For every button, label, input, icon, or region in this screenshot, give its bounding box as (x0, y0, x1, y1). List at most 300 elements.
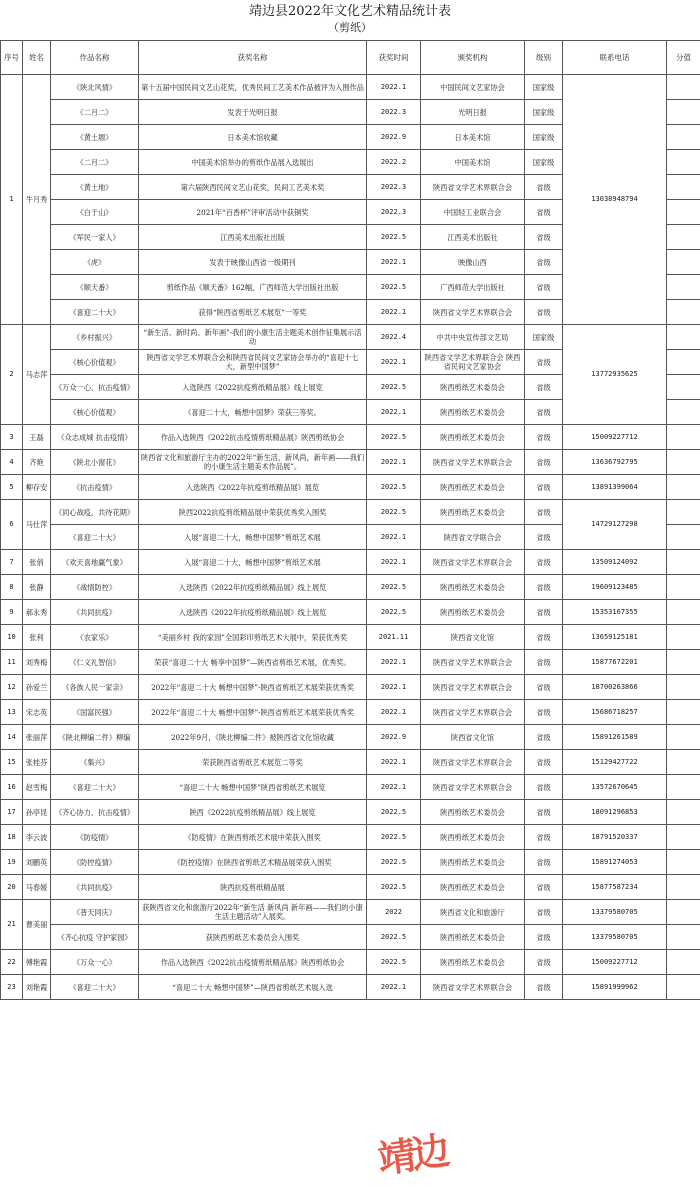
award-org-cell: 陕西省文学艺术界联合会 (421, 450, 525, 475)
award-org-cell: 陕西省文学联合会 (421, 525, 525, 550)
table-row (1, 825, 700, 850)
award-time-cell: 2022.1 (367, 300, 421, 325)
table-row (1, 925, 700, 950)
serial-number-cell: 22 (1, 950, 23, 975)
award-time-cell: 2022.1 (367, 250, 421, 275)
award-name-cell: 入选陕西《2022年抗疫剪纸精品展》线上展览 (139, 575, 367, 600)
name-cell: 曹美丽 (23, 900, 51, 950)
work-title-cell: 《齐心协力、抗击疫情》 (51, 800, 139, 825)
award-org-cell: 陕西剪纸艺术委员会 (421, 850, 525, 875)
name-cell: 马志萍 (23, 325, 51, 425)
table-row (1, 775, 700, 800)
name-cell: 柳存安 (23, 475, 51, 500)
award-org-cell: 陕西省文学艺术界联合会 陕西省民间文艺家协会 (421, 350, 525, 375)
serial-number-cell: 23 (1, 975, 23, 1000)
name-cell: 王磊 (23, 425, 51, 450)
award-time-cell: 2022.5 (367, 475, 421, 500)
document-header (0, 0, 700, 38)
level-cell: 国家级 (525, 150, 563, 175)
award-name-cell: 入选陕西《2022抗疫剪纸精品展》线上展览 (139, 375, 367, 400)
award-name-cell: 《防控疫情》在陕西省剪纸艺术精品展荣获入围奖 (139, 850, 367, 875)
award-org-cell: 陕西剪纸艺术委员会 (421, 875, 525, 900)
award-org-cell: 陕西剪纸艺术委员会 (421, 825, 525, 850)
score-cell (667, 75, 700, 100)
work-title-cell: 《国富民强》 (51, 700, 139, 725)
serial-number-cell: 17 (1, 800, 23, 825)
award-time-cell: 2022.1 (367, 450, 421, 475)
score-cell (667, 325, 700, 350)
column-header: 获奖时间 (367, 41, 421, 75)
score-cell (667, 100, 700, 125)
serial-number-cell: 10 (1, 625, 23, 650)
award-org-cell: 陕西省文学艺术界联合会 (421, 675, 525, 700)
column-header: 颁奖机构 (421, 41, 525, 75)
phone-cell: 15877587234 (563, 875, 667, 900)
column-header: 分值 (667, 41, 700, 75)
work-title-cell: 《战情防控》 (51, 575, 139, 600)
award-time-cell: 2022.9 (367, 125, 421, 150)
award-org-cell: 光明日报 (421, 100, 525, 125)
award-time-cell: 2022.1 (367, 750, 421, 775)
work-title-cell: 《黄土塬》 (51, 125, 139, 150)
name-cell: 郝永秀 (23, 600, 51, 625)
table-row (1, 500, 700, 525)
award-time-cell: 2022.1 (367, 775, 421, 800)
table-row (1, 850, 700, 875)
work-title-cell: 《喜迎二十大》 (51, 975, 139, 1000)
phone-cell: 14729127298 (563, 500, 667, 550)
table-row (1, 875, 700, 900)
award-org-cell: 日本美术馆 (421, 125, 525, 150)
name-cell: 张利 (23, 625, 51, 650)
work-title-cell: 《虎》 (51, 250, 139, 275)
award-time-cell: 2022.5 (367, 925, 421, 950)
award-name-cell: 入展“喜迎二十大，畅想中国梦”剪纸艺术展 (139, 525, 367, 550)
level-cell: 省级 (525, 250, 563, 275)
award-name-cell: 陕西抗疫剪纸精品展 (139, 875, 367, 900)
work-title-cell: 《顺天番》 (51, 275, 139, 300)
award-org-cell: 陕西省文学艺术界联合会 (421, 700, 525, 725)
phone-cell: 18700263866 (563, 675, 667, 700)
phone-cell: 15877672201 (563, 650, 667, 675)
serial-number-cell: 11 (1, 650, 23, 675)
work-title-cell: 《二月二》 (51, 150, 139, 175)
phone-cell: 13509124092 (563, 550, 667, 575)
work-title-cell: 《乡村振兴》 (51, 325, 139, 350)
level-cell: 省级 (525, 275, 563, 300)
award-time-cell: 2022.1 (367, 975, 421, 1000)
award-name-cell: 发表于映像山西省一级期刊 (139, 250, 367, 275)
serial-number-cell: 7 (1, 550, 23, 575)
work-title-cell: 《喜迎二十大》 (51, 775, 139, 800)
data-table (0, 40, 700, 1000)
serial-number-cell: 20 (1, 875, 23, 900)
score-cell (667, 900, 700, 925)
column-header: 作品名称 (51, 41, 139, 75)
award-org-cell: 中共中央宣传部文艺局 (421, 325, 525, 350)
work-title-cell: 《二月二》 (51, 100, 139, 125)
score-cell (667, 625, 700, 650)
award-org-cell: 映像山西 (421, 250, 525, 275)
level-cell: 省级 (525, 750, 563, 775)
work-title-cell: 《喜迎二十大》 (51, 525, 139, 550)
award-name-cell: 日本美术馆收藏 (139, 125, 367, 150)
score-cell (667, 575, 700, 600)
award-name-cell: 《防疫情》在陕西剪纸艺术展中荣获入围奖 (139, 825, 367, 850)
award-name-cell: 作品入选陕西《2022抗击疫情剪纸精品展》陕西剪纸协会 (139, 950, 367, 975)
table-row (1, 600, 700, 625)
work-title-cell: 《陕北柳编二件》柳编 (51, 725, 139, 750)
name-cell: 宋志英 (23, 700, 51, 725)
award-org-cell: 陕西剪纸艺术委员会 (421, 500, 525, 525)
award-org-cell: 陕西剪纸艺术委员会 (421, 375, 525, 400)
work-title-cell: 《万众一心、抗击疫情》 (51, 375, 139, 400)
award-org-cell: 中国轻工业联合会 (421, 200, 525, 225)
serial-number-cell: 8 (1, 575, 23, 600)
score-cell (667, 200, 700, 225)
phone-cell: 13572670645 (563, 775, 667, 800)
level-cell: 省级 (525, 800, 563, 825)
work-title-cell: 《核心价值观》 (51, 400, 139, 425)
score-cell (667, 950, 700, 975)
award-org-cell: 陕西省文化馆 (421, 625, 525, 650)
award-org-cell: 陕西剪纸艺术委员会 (421, 425, 525, 450)
phone-cell: 15009227712 (563, 425, 667, 450)
award-name-cell: 2022年“喜迎二十大 畅想中国梦”-陕西省剪纸艺术展荣获优秀奖 (139, 700, 367, 725)
award-org-cell: 江西美术出版社 (421, 225, 525, 250)
award-org-cell: 陕西剪纸艺术委员会 (421, 950, 525, 975)
level-cell: 省级 (525, 300, 563, 325)
serial-number-cell: 5 (1, 475, 23, 500)
name-cell: 齐艳 (23, 450, 51, 475)
level-cell: 省级 (525, 775, 563, 800)
serial-number-cell: 15 (1, 750, 23, 775)
award-time-cell: 2022.1 (367, 350, 421, 375)
table-row (1, 475, 700, 500)
award-time-cell: 2022.1 (367, 650, 421, 675)
level-cell: 省级 (525, 200, 563, 225)
award-name-cell: 陕西省文学艺术界联合会和陕西省民间文艺家协会举办的“喜迎十七大，新型中国梦” (139, 350, 367, 375)
level-cell: 省级 (525, 400, 563, 425)
serial-number-cell: 2 (1, 325, 23, 425)
serial-number-cell: 18 (1, 825, 23, 850)
award-name-cell: 江西美术出版社出版 (139, 225, 367, 250)
level-cell: 省级 (525, 850, 563, 875)
serial-number-cell: 12 (1, 675, 23, 700)
name-cell: 刘秀梅 (23, 650, 51, 675)
level-cell: 省级 (525, 475, 563, 500)
award-name-cell: 获陕西剪纸艺术委员会入围奖 (139, 925, 367, 950)
name-cell: 刘艳霞 (23, 975, 51, 1000)
level-cell: 省级 (525, 500, 563, 525)
award-time-cell: 2022.1 (367, 700, 421, 725)
name-cell: 张静 (23, 575, 51, 600)
award-name-cell: 荣获陕西省剪纸艺术展览二等奖 (139, 750, 367, 775)
award-org-cell: 陕西省文学艺术界联合会 (421, 975, 525, 1000)
award-name-cell: “喜迎二十大 畅想中国梦”陕西省剪纸艺术展览 (139, 775, 367, 800)
award-time-cell: 2022.5 (367, 375, 421, 400)
score-cell (667, 600, 700, 625)
level-cell: 省级 (525, 375, 563, 400)
award-time-cell: 2022.5 (367, 875, 421, 900)
level-cell: 省级 (525, 950, 563, 975)
level-cell: 省级 (525, 350, 563, 375)
phone-cell: 19609123485 (563, 575, 667, 600)
score-cell (667, 475, 700, 500)
score-cell (667, 750, 700, 775)
table-row (1, 425, 700, 450)
phone-cell: 15353167355 (563, 600, 667, 625)
name-cell: 刘鹏英 (23, 850, 51, 875)
award-name-cell: 获陕西省文化和旅游厅2022年“新生活 新风尚 新年画——我们的小康生活主题活动”入展奖。 (139, 900, 367, 925)
award-name-cell: 入选陕西《2022年抗疫剪纸精品展》线上展览 (139, 600, 367, 625)
award-name-cell: “喜迎二十大 畅想中国梦”—陕西省剪纸艺术展入选 (139, 975, 367, 1000)
serial-number-cell: 4 (1, 450, 23, 475)
award-time-cell: 2022.9 (367, 725, 421, 750)
score-cell (667, 500, 700, 525)
award-time-cell: 2022.3 (367, 100, 421, 125)
level-cell: 省级 (525, 425, 563, 450)
column-header: 姓名 (23, 41, 51, 75)
name-cell: 张丽萍 (23, 725, 51, 750)
award-name-cell: 2022年“喜迎二十大 畅想中国梦”-陕西省剪纸艺术展荣获优秀奖 (139, 675, 367, 700)
level-cell: 省级 (525, 600, 563, 625)
table-row (1, 75, 700, 100)
level-cell: 国家级 (525, 75, 563, 100)
work-title-cell: 《抗击疫情》 (51, 475, 139, 500)
level-cell: 国家级 (525, 100, 563, 125)
award-name-cell: 发表于光明日报 (139, 100, 367, 125)
award-org-cell: 陕西省文学艺术界联合会 (421, 750, 525, 775)
name-cell: 牛月秀 (23, 75, 51, 325)
score-cell (667, 275, 700, 300)
level-cell: 省级 (525, 575, 563, 600)
table-row (1, 700, 700, 725)
name-cell: 张俏 (23, 550, 51, 575)
work-title-cell: 《核心价值观》 (51, 350, 139, 375)
score-cell (667, 225, 700, 250)
award-time-cell: 2022.1 (367, 675, 421, 700)
score-cell (667, 675, 700, 700)
phone-cell: 13659125181 (563, 625, 667, 650)
serial-number-cell: 9 (1, 600, 23, 625)
work-title-cell: 《各族人民一家亲》 (51, 675, 139, 700)
award-name-cell: 2022年9月，《陕北柳编二件》被陕西省文化馆收藏 (139, 725, 367, 750)
level-cell: 省级 (525, 925, 563, 950)
phone-cell: 15891274053 (563, 850, 667, 875)
work-title-cell: 《齐心抗疫 守护家园》 (51, 925, 139, 950)
serial-number-cell: 14 (1, 725, 23, 750)
award-org-cell: 中国美术馆 (421, 150, 525, 175)
serial-number-cell: 16 (1, 775, 23, 800)
phone-cell: 13891399064 (563, 475, 667, 500)
level-cell: 省级 (525, 625, 563, 650)
level-cell: 省级 (525, 900, 563, 925)
table-row (1, 975, 700, 1000)
phone-cell: 13379580705 (563, 925, 667, 950)
level-cell: 省级 (525, 450, 563, 475)
award-name-cell: 中国美术馆举办的剪纸作品展入选展出 (139, 150, 367, 175)
page-subtitle: （剪纸） (0, 21, 700, 35)
award-time-cell: 2021.11 (367, 625, 421, 650)
table-row (1, 950, 700, 975)
column-header: 获奖名称 (139, 41, 367, 75)
work-title-cell: 《防控疫情》 (51, 850, 139, 875)
table-row (1, 550, 700, 575)
level-cell: 国家级 (525, 325, 563, 350)
serial-number-cell: 6 (1, 500, 23, 550)
score-cell (667, 175, 700, 200)
level-cell: 省级 (525, 725, 563, 750)
score-cell (667, 700, 700, 725)
work-title-cell: 《防疫情》 (51, 825, 139, 850)
table-row (1, 650, 700, 675)
award-time-cell: 2022.5 (367, 425, 421, 450)
award-time-cell: 2022.5 (367, 575, 421, 600)
table-row (1, 625, 700, 650)
phone-cell: 13636792795 (563, 450, 667, 475)
table-row (1, 450, 700, 475)
name-cell: 李云波 (23, 825, 51, 850)
name-cell: 赵雪梅 (23, 775, 51, 800)
award-name-cell: 《喜迎二十大，畅想中国梦》荣获三等奖。 (139, 400, 367, 425)
score-cell (667, 300, 700, 325)
phone-cell: 13772935625 (563, 325, 667, 425)
award-name-cell: “美丽乡村 我的家园”全国彩印剪纸艺术大展中，荣获优秀奖 (139, 625, 367, 650)
score-cell (667, 350, 700, 375)
phone-cell: 13038948794 (563, 75, 667, 325)
award-time-cell: 2022.5 (367, 275, 421, 300)
score-cell (667, 375, 700, 400)
award-time-cell: 2022.1 (367, 400, 421, 425)
score-cell (667, 825, 700, 850)
table-row (1, 900, 700, 925)
level-cell: 省级 (525, 650, 563, 675)
award-time-cell: 2022.5 (367, 600, 421, 625)
score-cell (667, 850, 700, 875)
score-cell (667, 150, 700, 175)
table-row (1, 800, 700, 825)
table-body (1, 75, 700, 1000)
award-time-cell: 2022.5 (367, 800, 421, 825)
work-title-cell: 《喜迎二十大》 (51, 300, 139, 325)
serial-number-cell: 13 (1, 700, 23, 725)
phone-cell: 18091296853 (563, 800, 667, 825)
page-title: 靖边县2022年文化艺术精品统计表 (0, 0, 700, 21)
award-org-cell: 陕西省文学艺术界联合会 (421, 550, 525, 575)
level-cell: 省级 (525, 175, 563, 200)
work-title-cell: 《军民一家人》 (51, 225, 139, 250)
work-title-cell: 《众志成城 抗击疫情》 (51, 425, 139, 450)
award-time-cell: 2022.1 (367, 550, 421, 575)
level-cell: 省级 (525, 525, 563, 550)
award-org-cell: 中国民间文艺家协会 (421, 75, 525, 100)
score-cell (667, 425, 700, 450)
table-row (1, 575, 700, 600)
work-title-cell: 《集兴》 (51, 750, 139, 775)
work-title-cell: 《陕北风情》 (51, 75, 139, 100)
phone-cell: 18791520337 (563, 825, 667, 850)
award-org-cell: 陕西省文学艺术界联合会 (421, 775, 525, 800)
award-time-cell: 2022.3 (367, 200, 421, 225)
work-title-cell: 《万众一心》 (51, 950, 139, 975)
award-name-cell: 陕西2022抗疫剪纸精品展中荣获优秀奖入围奖 (139, 500, 367, 525)
award-time-cell: 2022.1 (367, 525, 421, 550)
award-time-cell: 2022 (367, 900, 421, 925)
award-org-cell: 陕西剪纸艺术委员会 (421, 925, 525, 950)
table-row (1, 675, 700, 700)
award-org-cell: 陕西剪纸艺术委员会 (421, 575, 525, 600)
level-cell: 省级 (525, 675, 563, 700)
phone-cell: 15891999962 (563, 975, 667, 1000)
table-row (1, 725, 700, 750)
award-name-cell: 2021年“百香杯”评审活动中获铜奖 (139, 200, 367, 225)
phone-cell: 15891261589 (563, 725, 667, 750)
serial-number-cell: 21 (1, 900, 23, 950)
award-name-cell: 第十五届中国民间文艺山花奖，优秀民间工艺美术作品被评为入围作品 (139, 75, 367, 100)
award-time-cell: 2022.4 (367, 325, 421, 350)
award-name-cell: 入展“喜迎二十大，畅想中国梦”剪纸艺术展 (139, 550, 367, 575)
level-cell: 省级 (525, 975, 563, 1000)
name-cell: 傅艳霞 (23, 950, 51, 975)
score-cell (667, 250, 700, 275)
score-cell (667, 400, 700, 425)
score-cell (667, 975, 700, 1000)
award-time-cell: 2022.3 (367, 175, 421, 200)
award-time-cell: 2022.5 (367, 500, 421, 525)
work-title-cell: 《同心战疫，共待花期》 (51, 500, 139, 525)
name-cell: 张桂芬 (23, 750, 51, 775)
table-row (1, 325, 700, 350)
award-name-cell: 第六届陕西民间文艺山花奖，民间工艺美术奖 (139, 175, 367, 200)
award-name-cell: 入选陕西《2022年抗疫剪纸精品展》展览 (139, 475, 367, 500)
score-cell (667, 550, 700, 575)
phone-cell: 15009227712 (563, 950, 667, 975)
phone-cell: 13379580705 (563, 900, 667, 925)
phone-cell: 15129427722 (563, 750, 667, 775)
award-time-cell: 2022.5 (367, 225, 421, 250)
award-name-cell: 陕西《2022抗疫剪纸精品展》线上展览 (139, 800, 367, 825)
serial-number-cell: 19 (1, 850, 23, 875)
award-name-cell: 陕西省文化和旅游厅主办的2022年“新生活，新风尚，新年画——我们的小康生活主题美术作品展”。 (139, 450, 367, 475)
award-time-cell: 2022.1 (367, 75, 421, 100)
award-name-cell: 作品入选陕西《2022抗击疫情剪纸精品展》陕西剪纸协会 (139, 425, 367, 450)
award-org-cell: 陕西省文学艺术界联合会 (421, 175, 525, 200)
award-org-cell: 陕西省文学艺术界联合会 (421, 650, 525, 675)
score-cell (667, 650, 700, 675)
work-title-cell: 《普天同庆》 (51, 900, 139, 925)
award-org-cell: 陕西省文学艺术界联合会 (421, 300, 525, 325)
award-time-cell: 2022.5 (367, 850, 421, 875)
level-cell: 省级 (525, 700, 563, 725)
score-cell (667, 725, 700, 750)
award-org-cell: 陕西剪纸艺术委员会 (421, 400, 525, 425)
work-title-cell: 《陕北小窗花》 (51, 450, 139, 475)
score-cell (667, 875, 700, 900)
name-cell: 马春媛 (23, 875, 51, 900)
name-cell: 马仕萍 (23, 500, 51, 550)
column-header: 序号 (1, 41, 23, 75)
level-cell: 省级 (525, 875, 563, 900)
phone-cell: 15686718257 (563, 700, 667, 725)
award-name-cell: 获得“陕西省剪纸艺术展览”一等奖 (139, 300, 367, 325)
award-time-cell: 2022.2 (367, 150, 421, 175)
work-title-cell: 《仁义礼智信》 (51, 650, 139, 675)
score-cell (667, 800, 700, 825)
award-org-cell: 陕西剪纸艺术委员会 (421, 600, 525, 625)
score-cell (667, 125, 700, 150)
watermark-seal: 靖边 (373, 1111, 482, 1199)
